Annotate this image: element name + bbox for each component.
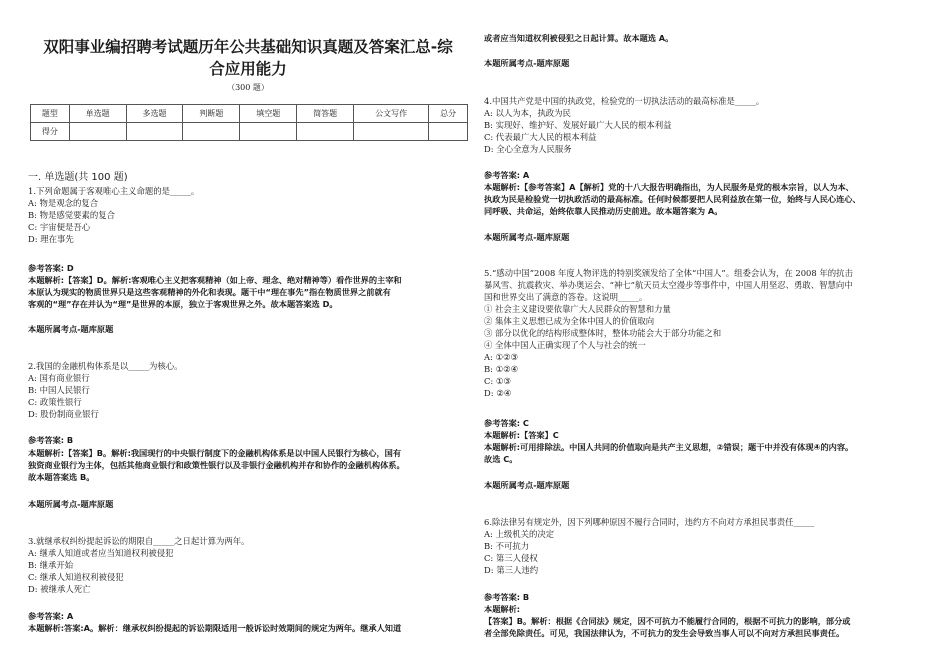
question-4: 4.中国共产党是中国的执政党，检验党的一切执法活动的最高标准是_____。 A: 以人为本，执政为民 B: 实现好、维护好、发展好最广大人民的根本利益 C: 代表最广大人民的根本利益 D: 全心全意为人民服务 [484,96,765,154]
question-3: 3.就继承权纠纷提起诉讼的期限自_____之日起计算为两年。 A: 继承人知道或者应当知道权利被侵犯 B: 继承开始 C: 继承人知道权利被侵犯 D: 被继承人死亡 [28,536,250,594]
answer-2: 参考答案: B [28,435,74,445]
score-table [30,104,468,141]
score-table-header-row: 题型 单选题 多选题 判断题 填空题 简答题 公文写作 总分 [31,105,468,123]
explanation-3-continued: 或者应当知道权利被侵犯之日起计算。故本题选 A。 [484,33,674,43]
knowledge-point-1: 本题所属考点-题库原题 [28,324,114,334]
question-6: 6.除法律另有规定外，因下列哪种原因不履行合同时，违约方不向对方承担民事责任_____ A: 上级机关的决定 B: 不可抗力 C: 第三人侵权 D: 第三人违约 [484,517,815,575]
answer-6: 参考答案: B [484,592,530,602]
answer-5: 参考答案: C [484,418,529,428]
score-table-score-row: 得分 [31,123,468,141]
question-1: 1.下列命题属于客观唯心主义命题的是_____。 A: 物是观念的复合 B: 物是感觉要素的复合 C: 宇宙便是吾心 D: 理在事先 [28,186,200,244]
explanation-1: 本题解析:【答案】D。解析:客观唯心主义把客观精神（如上帝、理念、绝对精神等）看作世界的主宰和 本原认为现实的物质世界只是这些客观精神的外化和表现。题干中“理在事先”指在物质世界之前就有 客观的“理”存在并认为“理”是世界的本原，独立于客观世界之外。故本题答案选 D。 [28,275,402,309]
section-title: 一. 单选题(共 100 题) [28,172,128,183]
answer-1: 参考答案: D [28,263,74,273]
knowledge-point-2: 本题所属考点-题库原题 [28,499,114,509]
explanation-4: 本题解析:【参考答案】A【解析】党的十八大报告明确指出，为人民服务是党的根本宗旨，以人为本、 执政为民是检验党一切执政活动的最高标准。任何时候都要把人民利益放在第一位，始终与人民心连心、 同呼吸、共命运，始终依靠人民推动历史前进。故本题答案为 A。 [484,182,861,216]
explanation-5: 本题解析:【答案】C 本题解析:可用排除法。中国人共同的价值取向是共产主义思想，②错误；题干中并没有体现④的内容。 故选 C。 [484,430,854,464]
document-title: 双阳事业编招聘考试题历年公共基础知识真题及答案汇总-综 合应用能力 [43,38,453,78]
explanation-3: 本题解析:答案:A。解析：继承权纠纷提起的诉讼期限适用一般诉讼时效期间的规定为两年。继承人知道 [28,623,402,633]
knowledge-point-3: 本题所属考点-题库原题 [484,58,570,68]
explanation-6: 本题解析: 【答案】B。解析：根据《合同法》规定，因不可抗力不能履行合同的，根据不可抗力的影响，部分或 者全部免除责任。可见，我国法律认为，不可抗力的发生会导致当事人可以不向对方承担民事责任。 [484,604,851,638]
question-5: 5.“感动中国”2008 年度人物评选的特别奖颁发给了全体“中国人”。组委会认为，在 2008 年的抗击 暴风雪、抗震救灾、举办奥运会、“神七”航天员太空漫步等事件中，中国人用坚忍、勇敢、智慧向中 国和世界交出了满意的答卷。这说明_____。 ① 社会主义建设要依靠广大人民群众的智慧和力量 ② 集体主义思想已成为全体中国人的价值取向 ③ 部分以优化的结构形成整体时，整体功能会大于部分功能之和 ④ 全体中国人正确实现了个人与社会的统一 A: ①②③ B: ①②④ C: ①③ D: ②④ [484,268,853,398]
answer-3: 参考答案: A [28,611,74,621]
knowledge-point-4: 本题所属考点-题库原题 [484,232,570,242]
question-2: 2.我国的金融机构体系是以_____为核心。 A: 国有商业银行 B: 中国人民银行 C: 政策性银行 D: 股份制商业银行 [28,361,183,419]
knowledge-point-5: 本题所属考点-题库原题 [484,480,570,490]
document-subtitle: （300 题） [227,83,269,92]
explanation-2: 本题解析:【答案】B。解析:我国现行的中央银行制度下的金融机构体系是以中国人民银行为核心，国有 独资商业银行为主体，包括其他商业银行和政策性银行以及非银行金融机构并存和协作的金融机构体系。 故本题答案选 B。 [28,448,405,482]
answer-4: 参考答案: A [484,170,530,180]
